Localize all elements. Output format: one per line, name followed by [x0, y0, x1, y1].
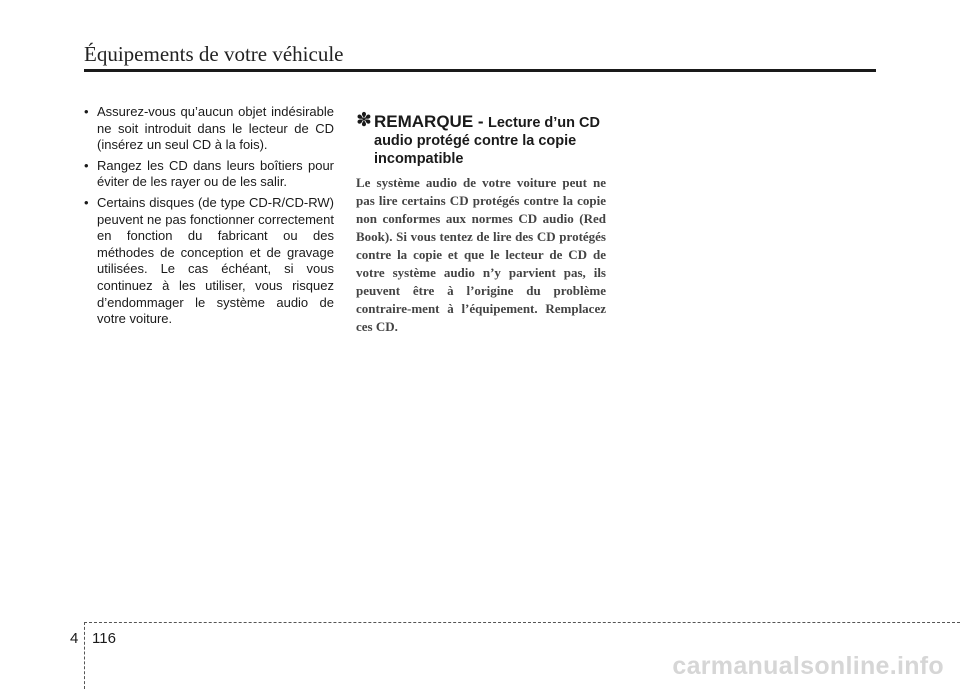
- left-column: [84, 104, 334, 332]
- bullet-text: Certains disques (de type CD-R/CD-RW) peuvent ne pas fonctionner correctement en fonction du fabricant ou des méthodes de conception et de gravage utilisées. Le cas échéant, si vous continuez à les utiliser, vous risquez d’endommager le système audio de votre voiture.: [97, 194, 334, 327]
- footer-divider: [84, 622, 85, 689]
- remark-label: REMARQUE -: [374, 112, 484, 131]
- bullet-item: [84, 158, 334, 191]
- footer-rule: [84, 622, 960, 623]
- bullet-item: [84, 104, 334, 154]
- bullet-text: Assurez-vous qu’aucun objet indésirable ne soit introduit dans le lecteur de CD (insérez un seul CD à la fois).: [97, 104, 334, 153]
- bullet-item: [84, 195, 334, 328]
- page-number: 116: [92, 630, 116, 647]
- header-rule: [84, 69, 876, 72]
- bullet-dot-icon: •: [84, 194, 89, 210]
- bullet-text: Rangez les CD dans leurs boîtiers pour éviter de les rayer ou de les salir.: [97, 157, 334, 190]
- remark-body: Le système audio de votre voiture peut ne pas lire certains CD protégés contre la copie non conformes aux normes CD audio (Red Book). Si vous tentez de lire des CD protégés contre la copie et que le lecteur de CD de votre système audio n’y parvient pas, ils peuvent être à l’origine du problème contraire-ment à l’équipement. Remplacez ces CD.: [356, 175, 606, 334]
- bullet-dot-icon: •: [84, 157, 89, 173]
- chapter-number: 4: [70, 630, 79, 647]
- page-header-title: Équipements de votre véhicule: [84, 42, 344, 66]
- watermark: carmanualsonline.info: [672, 652, 944, 680]
- remark-subtitle: Lecture d’un CD audio protégé contre la copie incompatible: [374, 115, 600, 167]
- asterisk-icon: ✽: [356, 110, 372, 131]
- remark-heading: [356, 112, 606, 168]
- bullet-dot-icon: •: [84, 104, 89, 119]
- remark-section: [356, 112, 606, 336]
